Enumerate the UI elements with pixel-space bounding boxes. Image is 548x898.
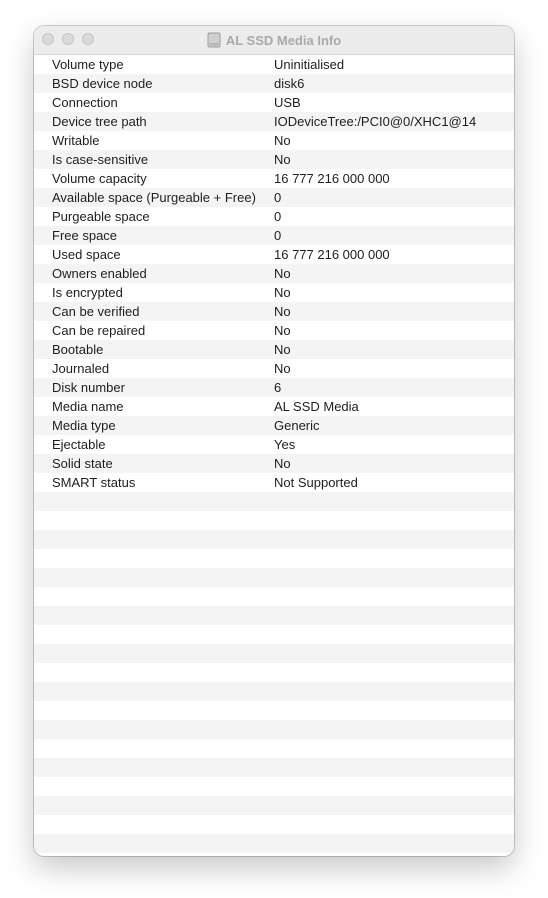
row-value: No: [274, 361, 291, 376]
row-key: Journaled: [52, 361, 110, 376]
row-key: SMART status: [52, 475, 136, 490]
row-value: 0: [274, 209, 282, 224]
empty-row: [34, 777, 514, 796]
empty-row: [34, 492, 514, 511]
row-key: Volume type: [52, 57, 124, 72]
row-key: Is encrypted: [52, 285, 123, 300]
row-value: Generic: [274, 418, 320, 433]
table-row[interactable]: [34, 264, 514, 283]
row-key: Media type: [52, 418, 116, 433]
info-window: [34, 26, 514, 856]
empty-row: [34, 834, 514, 853]
row-key: Can be verified: [52, 304, 140, 319]
table-row[interactable]: [34, 207, 514, 226]
row-key: Solid state: [52, 456, 113, 471]
empty-row: [34, 796, 514, 815]
empty-row: [34, 530, 514, 549]
empty-row: [34, 853, 514, 856]
table-row[interactable]: [34, 359, 514, 378]
empty-row: [34, 663, 514, 682]
row-key: Used space: [52, 247, 121, 262]
row-value: 6: [274, 380, 282, 395]
row-value: USB: [274, 95, 301, 110]
empty-row: [34, 701, 514, 720]
table-row[interactable]: [34, 169, 514, 188]
table-row[interactable]: [34, 473, 514, 492]
minimize-button[interactable]: [62, 33, 74, 45]
table-row[interactable]: [34, 340, 514, 359]
row-key: Volume capacity: [52, 171, 147, 186]
table-row[interactable]: [34, 245, 514, 264]
row-value: 16 777 216 000 000: [274, 247, 390, 262]
disk-icon: [207, 32, 221, 48]
empty-row: [34, 739, 514, 758]
empty-row: [34, 587, 514, 606]
empty-row: [34, 682, 514, 701]
table-row[interactable]: [34, 226, 514, 245]
title-bar[interactable]: [34, 26, 514, 55]
table-row[interactable]: [34, 435, 514, 454]
empty-row: [34, 606, 514, 625]
row-key: Device tree path: [52, 114, 147, 129]
row-key: Free space: [52, 228, 118, 243]
window-title: AL SSD Media Info: [225, 32, 342, 48]
row-value: Uninitialised: [274, 57, 345, 72]
close-button[interactable]: [42, 33, 54, 45]
row-value: No: [274, 323, 291, 338]
table-row[interactable]: [34, 131, 514, 150]
row-key: Can be repaired: [52, 323, 146, 338]
row-value: IODeviceTree:/PCI0@0/XHC1@14: [274, 114, 477, 129]
row-value: No: [274, 266, 291, 281]
empty-row: [34, 720, 514, 739]
row-value: No: [274, 304, 291, 319]
table-row[interactable]: [34, 397, 514, 416]
table-row[interactable]: [34, 74, 514, 93]
empty-row: [34, 511, 514, 530]
row-value: disk6: [274, 76, 305, 91]
row-value: AL SSD Media: [274, 399, 359, 414]
row-key: Purgeable space: [52, 209, 150, 224]
row-key: Disk number: [52, 380, 125, 395]
empty-row: [34, 549, 514, 568]
table-row[interactable]: [34, 416, 514, 435]
row-value: No: [274, 285, 291, 300]
row-value: 0: [274, 228, 282, 243]
info-table: [34, 55, 514, 856]
empty-row: [34, 815, 514, 834]
table-row[interactable]: [34, 454, 514, 473]
row-value: Not Supported: [274, 475, 358, 490]
empty-row: [34, 568, 514, 587]
row-key: Media name: [52, 399, 124, 414]
window-controls: [42, 33, 94, 45]
empty-row: [34, 758, 514, 777]
row-key: BSD device node: [52, 76, 153, 91]
row-value: No: [274, 342, 291, 357]
row-value: No: [274, 133, 291, 148]
empty-row: [34, 644, 514, 663]
table-row[interactable]: [34, 55, 514, 74]
table-row[interactable]: [34, 321, 514, 340]
table-row[interactable]: [34, 188, 514, 207]
row-key: Available space (Purgeable + Free): [52, 190, 256, 205]
table-row[interactable]: [34, 150, 514, 169]
row-key: Bootable: [52, 342, 104, 357]
row-value: No: [274, 456, 291, 471]
row-key: Connection: [52, 95, 118, 110]
row-key: Is case-sensitive: [52, 152, 149, 167]
row-value: No: [274, 152, 291, 167]
table-row[interactable]: [34, 93, 514, 112]
row-value: Yes: [274, 437, 296, 452]
table-row[interactable]: [34, 283, 514, 302]
row-key: Owners enabled: [52, 266, 147, 281]
empty-row: [34, 625, 514, 644]
table-row[interactable]: [34, 302, 514, 321]
window-title-group: [207, 32, 341, 48]
row-value: 0: [274, 190, 282, 205]
row-key: Ejectable: [52, 437, 106, 452]
table-row[interactable]: [34, 112, 514, 131]
table-row[interactable]: [34, 378, 514, 397]
row-key: Writable: [52, 133, 100, 148]
zoom-button[interactable]: [82, 33, 94, 45]
row-value: 16 777 216 000 000: [274, 171, 390, 186]
